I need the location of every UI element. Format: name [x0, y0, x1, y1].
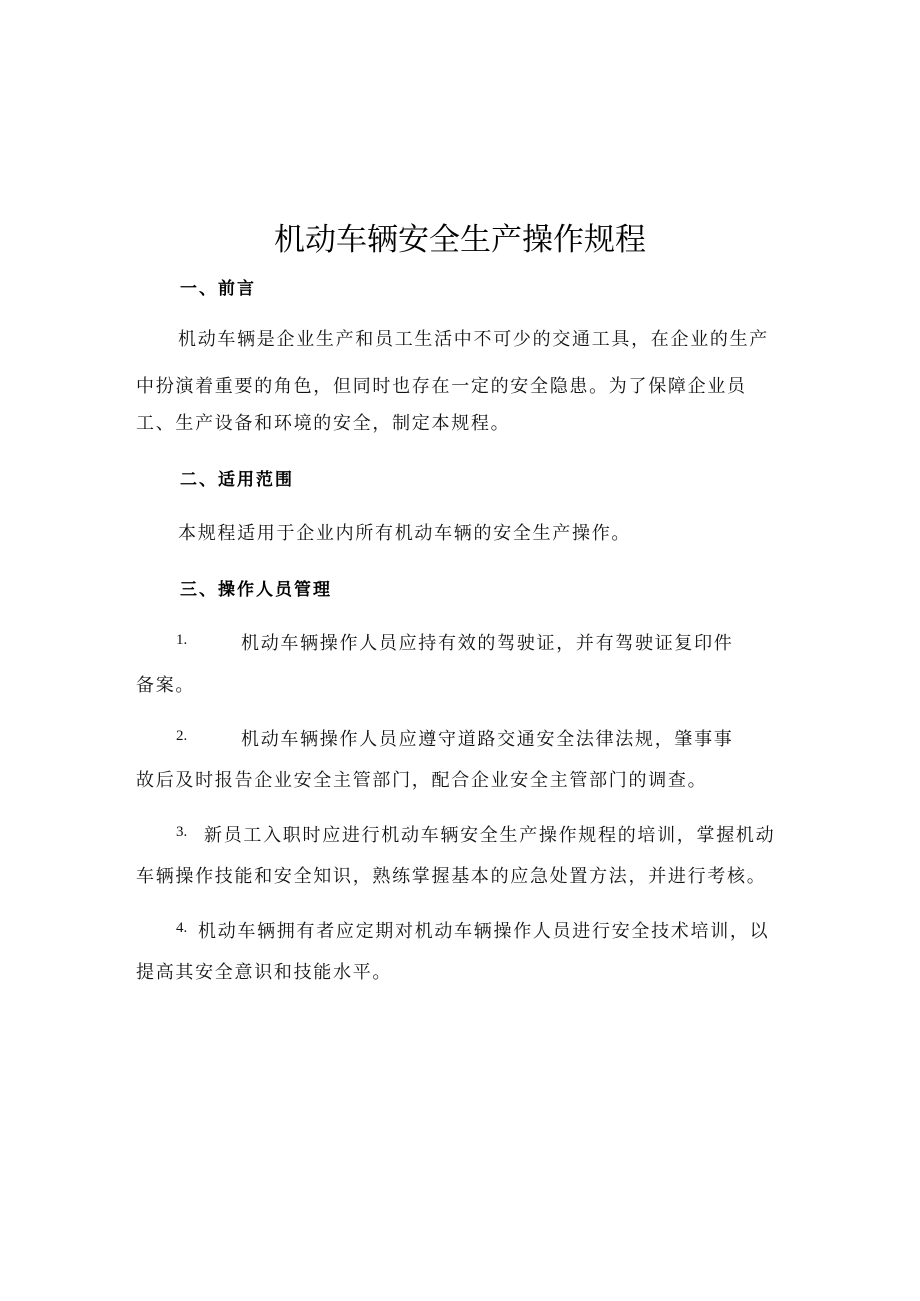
paragraph-line: 本规程适用于企业内所有机动车辆的安全生产操作。: [178, 523, 632, 544]
paragraph-line: 机动车辆是企业生产和员工生活中不可少的交通工具，在企业的生产: [178, 329, 769, 350]
paragraph-line: 工、生产设备和环境的安全，制定本规程。: [136, 413, 511, 434]
list-item-number: 2.: [176, 728, 188, 744]
section-heading-scope: 二、适用范围: [180, 470, 294, 490]
list-item-line: 车辆操作技能和安全知识，熟练掌握基本的应急处置方法，并进行考核。: [136, 866, 767, 887]
list-item-number: 4.: [176, 920, 188, 936]
list-item-line: 提高其安全意识和技能水平。: [136, 962, 393, 983]
section-heading-preface: 一、前言: [180, 279, 256, 299]
list-item-line: 机动车辆拥有者应定期对机动车辆操作人员进行安全技术培训，以: [198, 921, 770, 942]
list-item-line: 备案。: [136, 675, 196, 696]
list-item-number: 3.: [176, 824, 188, 840]
list-item-line: 机动车辆操作人员应遵守道路交通安全法律法规，肇事事: [241, 729, 734, 750]
list-item-line: 故后及时报告企业安全主管部门，配合企业安全主管部门的调查。: [136, 770, 708, 791]
document-title: 机动车辆安全生产操作规程: [274, 222, 646, 258]
list-item-line: 新员工入职时应进行机动车辆安全生产操作规程的培训，掌握机动: [204, 825, 776, 846]
section-heading-operator-management: 三、操作人员管理: [180, 580, 332, 600]
list-item-number: 1.: [176, 632, 188, 648]
paragraph-line: 中扮演着重要的角色，但同时也存在一定的安全隐患。为了保障企业员: [136, 376, 747, 397]
list-item-line: 机动车辆操作人员应持有效的驾驶证，并有驾驶证复印件: [241, 633, 734, 654]
